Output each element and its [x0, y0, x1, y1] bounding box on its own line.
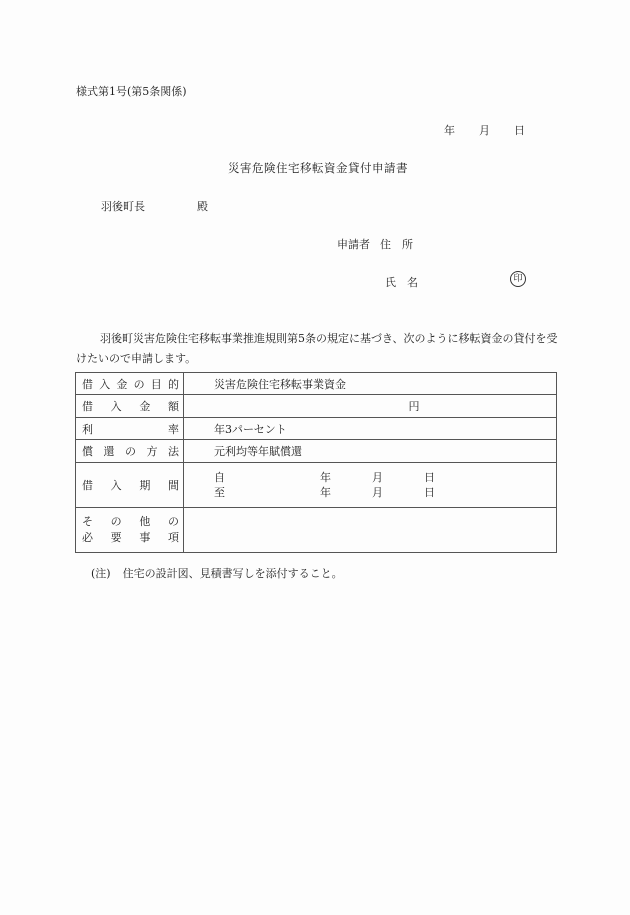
- addressee-honorific: 殿: [197, 200, 208, 213]
- loan-details-table: [75, 372, 557, 553]
- label-char: の: [110, 515, 122, 528]
- label-char: 利: [82, 422, 93, 436]
- label-char: 目: [150, 377, 162, 391]
- label-char: 日: [424, 471, 435, 484]
- label-char: 事: [139, 531, 151, 544]
- label-char: 入: [99, 377, 111, 391]
- applicant-label: 申請者: [337, 238, 370, 251]
- table-row-period: [76, 463, 557, 508]
- label-interest: [76, 418, 184, 440]
- form-number: 様式第1号(第5条関係): [76, 85, 187, 98]
- label-char: 額: [167, 400, 179, 413]
- label-char: 率: [168, 422, 179, 436]
- label-purpose: [76, 373, 184, 395]
- name-label: 氏 名: [385, 276, 418, 289]
- note-text: 住宅の設計図、見積書写しを添付すること。: [122, 567, 343, 580]
- label-char: 円: [408, 400, 420, 413]
- label-char: 日: [424, 486, 435, 499]
- label-period: [76, 463, 184, 508]
- date-year: 年: [444, 124, 455, 137]
- label-char: 要: [110, 531, 122, 544]
- value-period[interactable]: [184, 463, 557, 508]
- seal-icon: 印: [510, 271, 526, 287]
- label-char: 必: [82, 531, 93, 544]
- label-char: の: [133, 377, 145, 391]
- applicant-address-line: [337, 236, 413, 252]
- value-other[interactable]: [184, 508, 557, 553]
- label-char: 方: [146, 445, 158, 458]
- label-char: 災害危険住宅移転事業資金: [214, 377, 346, 391]
- value-interest: [184, 418, 557, 440]
- addressee: [101, 198, 208, 214]
- label-char: 還: [103, 445, 115, 458]
- label-char: 借: [82, 400, 93, 413]
- label-char: 入: [110, 400, 122, 413]
- label-char: の: [167, 515, 179, 528]
- date-day: 日: [514, 124, 525, 137]
- label-char: 至: [214, 486, 225, 499]
- period-to: [192, 485, 556, 500]
- table-row-repayment: [76, 440, 557, 463]
- note-prefix: (注): [91, 567, 111, 580]
- label-char: 金: [139, 400, 151, 413]
- label-char: の: [125, 445, 136, 458]
- label-char: そ: [82, 515, 93, 528]
- note: [91, 565, 343, 581]
- label-char: 期: [139, 479, 151, 492]
- label-char: 他: [139, 515, 151, 528]
- label-repayment: [76, 440, 184, 463]
- label-char: 月: [372, 486, 383, 499]
- label-other: [76, 508, 184, 553]
- label-char: 法: [168, 445, 179, 458]
- period-from: [192, 470, 556, 485]
- date-line: [444, 122, 525, 138]
- label-char: 月: [372, 471, 383, 484]
- label-char: 金: [116, 377, 128, 391]
- label-char: 償: [82, 445, 93, 458]
- table-row-other: [76, 508, 557, 553]
- label-char: 項: [167, 531, 179, 544]
- value-repayment: [184, 440, 557, 463]
- date-month: 月: [479, 124, 490, 137]
- table-row-amount: [76, 395, 557, 418]
- table-row-purpose: [76, 373, 557, 395]
- label-char: 間: [167, 479, 179, 492]
- label-char: 年: [320, 486, 331, 499]
- applicant-name-line: [385, 274, 418, 290]
- label-char: 借: [82, 377, 93, 391]
- label-char: 年: [320, 471, 331, 484]
- label-char: 年3パーセント: [214, 422, 287, 436]
- label-amount: [76, 395, 184, 418]
- body-text: 羽後町災害危険住宅移転事業推進規則第5条の規定に基づき、次のように移転資金の貸付を受けたいので申請します。: [76, 332, 558, 365]
- addressee-name: 羽後町長: [101, 200, 145, 213]
- label-char: 的: [167, 377, 179, 391]
- label-char: 自: [214, 471, 225, 484]
- table-row-interest: [76, 418, 557, 440]
- address-label: 住 所: [380, 238, 413, 251]
- label-char: 借: [82, 479, 93, 492]
- label-char: 入: [110, 479, 122, 492]
- label-char: 元利均等年賦償還: [214, 445, 302, 458]
- value-purpose: [184, 373, 557, 395]
- document-title: 災害危険住宅移転資金貸付申請書: [228, 161, 408, 175]
- value-amount[interactable]: [184, 395, 557, 418]
